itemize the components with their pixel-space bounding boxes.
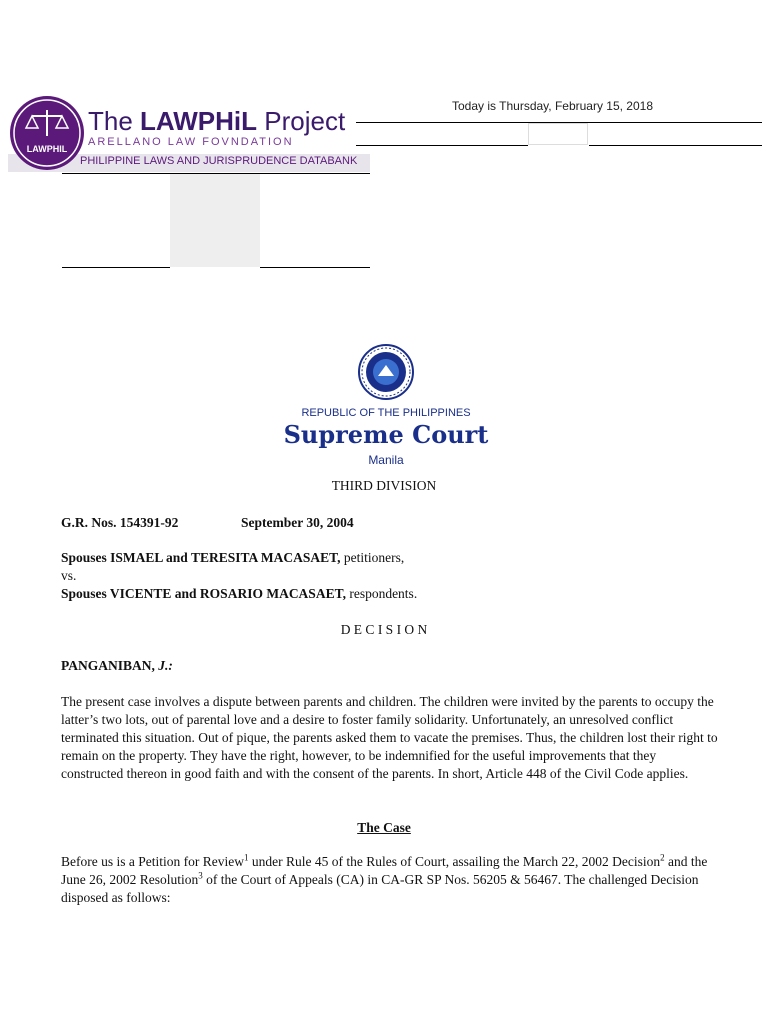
court-name: Supreme Court — [283, 420, 489, 449]
header-rule-left — [356, 145, 528, 146]
court-city: Manila — [368, 453, 404, 467]
gr-number: G.R. Nos. 154391-92 — [61, 515, 179, 530]
petitioners-line: Spouses ISMAEL and TERESITA MACASAET, petitioners, — [61, 550, 405, 565]
lawphil-logo[interactable] — [10, 96, 84, 170]
brand-title[interactable]: The LAWPHiL Project — [88, 106, 346, 136]
tagline: PHILIPPINE LAWS AND JURISPRUDENCE DATABANK — [80, 155, 358, 167]
republic-label: REPUBLIC OF THE PHILIPPINES — [301, 407, 471, 419]
court-seal-icon — [357, 343, 415, 401]
paragraph-intro: The present case involves a dispute between parents and children. The children were invited by the parents to occupy the latter’s two lots, out of parental love and a desire to foster family solidarity. Unfortunately, an unresolved conflict terminated this situation. Out of pique, the parents asked them to vacate the premises. Thus, the children lost their right to remain on the property. They have the right, however, to be indemnified for the useful improvements that they constructed thereon in good faith and with the consent of the parents. In short, Article 448 of the Civil Code applies. — [61, 694, 718, 781]
nav-rule-bottom-right — [260, 267, 370, 268]
section-title: The Case — [357, 820, 411, 835]
header-rule-right — [589, 145, 762, 146]
foundation-name: ARELLANO LAW FOVNDATION — [88, 136, 294, 148]
nav-placeholder-block — [170, 174, 260, 267]
today-date: Today is Thursday, February 15, 2018 — [452, 99, 653, 113]
nav-rule-bottom-left — [62, 267, 170, 268]
decision-date: September 30, 2004 — [241, 515, 354, 530]
header-blank-box — [528, 123, 588, 145]
paragraph-case: Before us is a Petition for Review$^1$ under Rule 45 of the Rules of Court, assailing the March 22, 2002 Decision$^2$ and the June 26, 2002 Resolution$^3$ of the Court of Appeals (CA) in CA-GR SP Nos. 56205 & 56467. The challenged Decision disposed as follows: — [61, 852, 708, 905]
scales-of-justice-icon — [10, 96, 84, 170]
versus: vs. — [61, 568, 77, 583]
decision-heading: D E C I S I O N — [340, 622, 428, 637]
ponente: PANGANIBAN, J.: — [61, 658, 173, 673]
footnote-3[interactable]: 3 — [198, 870, 203, 881]
footnote-2[interactable]: 2 — [660, 852, 665, 863]
supreme-court-seal — [357, 343, 415, 401]
logo-text: LAWPHIL — [26, 144, 68, 154]
respondents-line: Spouses VICENTE and ROSARIO MACASAET, respondents. — [61, 586, 418, 601]
footnote-1[interactable]: 1 — [243, 852, 249, 863]
division-label: THIRD DIVISION — [331, 478, 437, 493]
